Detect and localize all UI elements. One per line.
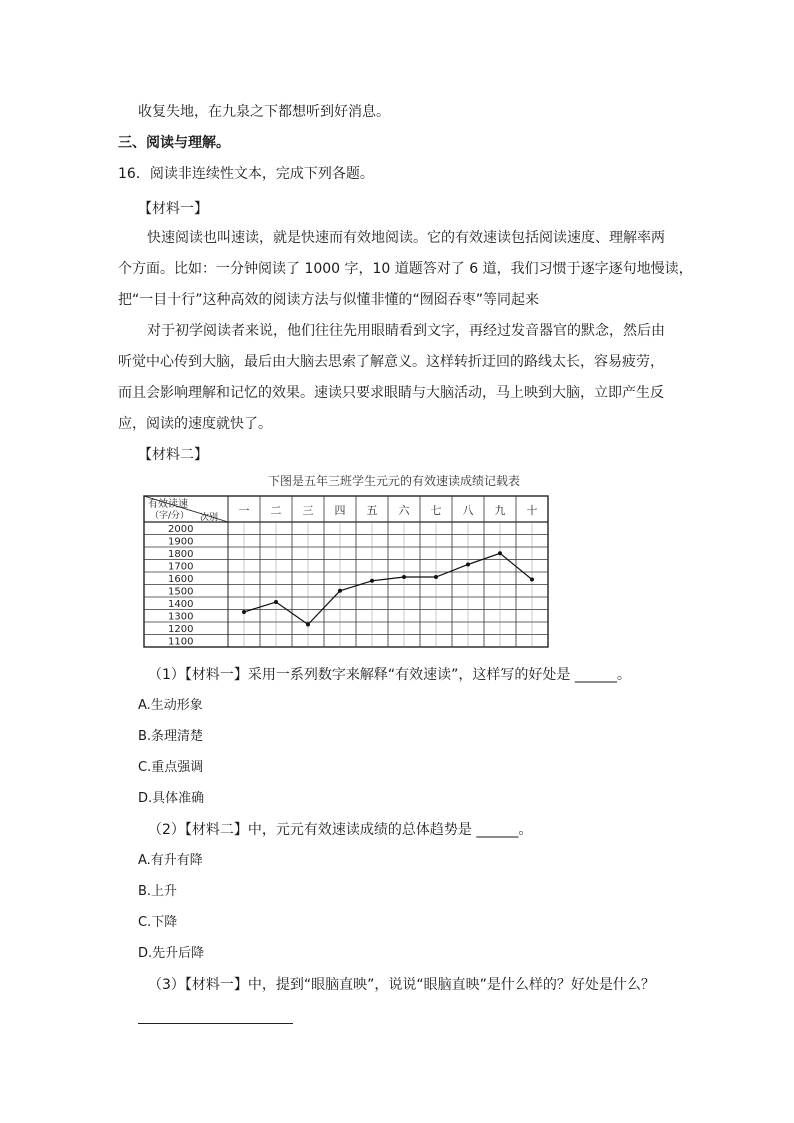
data-point [242, 610, 246, 614]
data-point [274, 600, 278, 604]
y-tick-label: 1900 [168, 536, 194, 548]
footnote-divider [138, 1023, 293, 1024]
category-label: 一 [238, 504, 250, 517]
paragraph-2-line-1: 对于初学阅读者来说，他们往往先用眼睛看到文字，再经过发音器官的默念，然后由 [147, 323, 665, 339]
question-16: 16．阅读非连续性文本，完成下列各题。 [118, 166, 374, 182]
q1-option-d[interactable]: D.具体准确 [138, 791, 205, 806]
q1-option-a[interactable]: A.生动形象 [138, 698, 203, 713]
category-label: 五 [366, 504, 378, 517]
paragraph-1-line-1: 快速阅读也叫速读，就是快速而有效地阅读。它的有效速读包括阅读速度、理解率两 [147, 230, 665, 246]
chart-title: 下图是五年三班学生元元的有效速读成绩记载表 [268, 474, 521, 488]
data-point [338, 589, 342, 593]
header-col-label: 次别 [200, 513, 219, 523]
category-label: 四 [334, 504, 346, 517]
q1-option-b[interactable]: B.条理清楚 [138, 729, 204, 744]
section-heading: 三、阅读与理解。 [118, 135, 230, 151]
data-point [530, 578, 534, 582]
paragraph-1-line-2: 个方面。比如：一分钟阅读了 1000 字，10 道题答对了 6 道，我们习惯于逐字逐句地慢读， [118, 261, 693, 277]
data-point [370, 579, 374, 583]
y-tick-label: 1400 [168, 599, 194, 610]
text-line-restore: 收复失地，在九泉之下都想听到好消息。 [138, 104, 390, 120]
header-unit-label: （字/分） [150, 511, 190, 521]
sub-question-2: （2）【材料二】中，元元有效速读成绩的总体趋势是 ______。 [148, 822, 533, 838]
data-point [498, 551, 502, 555]
q2-option-d[interactable]: D.先升后降 [138, 946, 205, 961]
category-label: 三 [302, 504, 314, 517]
paragraph-2-line-4: 应，阅读的速度就快了。 [118, 416, 272, 432]
y-tick-label: 1600 [168, 574, 194, 585]
y-tick-label: 1300 [168, 611, 194, 623]
y-tick-label: 1800 [168, 549, 194, 560]
paragraph-2-line-3: 而且会影响理解和记忆的效果。速读只要求眼睛与大脑活动，马上映到大脑，立即产生反 [118, 385, 664, 401]
material-one-label: 【材料一】 [138, 201, 208, 217]
y-tick-label: 1200 [168, 624, 194, 635]
paragraph-2-line-2: 听觉中心传到大脑，最后由大脑去思索了解意义。这样转折迂回的路线太长，容易疲劳， [118, 354, 664, 370]
category-label: 十 [526, 504, 538, 517]
category-label: 六 [398, 504, 410, 517]
sub-question-1: （1）【材料一】采用一系列数字来解释“有效速读”，这样写的好处是 ______。 [148, 667, 631, 683]
q2-option-b[interactable]: B.上升 [138, 884, 178, 899]
q1-option-c[interactable]: C.重点强调 [138, 760, 204, 775]
category-label: 八 [462, 504, 474, 517]
category-label: 二 [270, 504, 282, 517]
header-top-label: 有效读速 [148, 499, 188, 510]
data-point [466, 563, 470, 567]
y-tick-label: 1500 [168, 586, 194, 598]
data-point [434, 575, 438, 579]
data-point [306, 623, 310, 627]
speed-chart [140, 470, 560, 656]
data-point [402, 575, 406, 579]
y-tick-label: 1100 [168, 636, 194, 648]
y-tick-label: 1700 [168, 561, 194, 573]
y-tick-label: 2000 [168, 524, 194, 535]
material-two-label: 【材料二】 [138, 447, 208, 463]
q2-option-a[interactable]: A.有升有降 [138, 853, 203, 868]
sub-question-3: （3）【材料一】中，提到“眼脑直映”，说说“眼脑直映”是什么样的？好处是什么？ [148, 977, 655, 993]
category-label: 九 [494, 504, 506, 517]
paragraph-1-line-3: 把“一目十行”这种高效的阅读方法与似懂非懂的“囫囵吞枣”等同起来 [118, 292, 540, 308]
category-label: 七 [430, 504, 442, 517]
q2-option-c[interactable]: C.下降 [138, 915, 178, 930]
